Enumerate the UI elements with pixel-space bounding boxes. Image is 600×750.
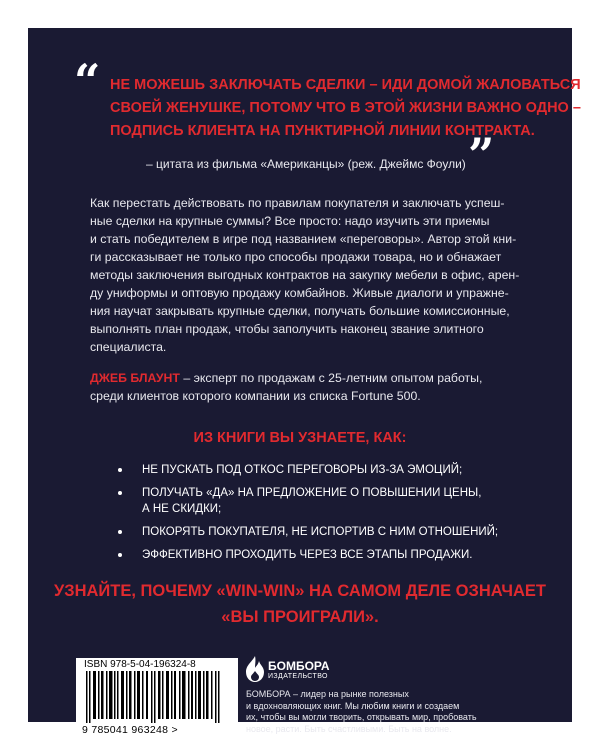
learn-heading: ИЗ КНИГИ ВЫ УЗНАЕТЕ, КАК:: [193, 430, 407, 446]
quote-line: СВОЕЙ ЖЕНУШКЕ, ПОТОМУ ЧТО В ЭТОЙ ЖИЗНИ ВАЖНО ОДНО –: [110, 100, 581, 116]
close-quote-mark: ”: [468, 128, 495, 182]
publisher-tagline: [246, 689, 576, 735]
publisher-name: БОМБОРА: [268, 659, 330, 673]
open-quote-mark: “: [74, 54, 101, 108]
description-line: ги рассказывает не только про способы продажи товара, но и обнажает: [90, 250, 502, 264]
barcode: [76, 658, 238, 742]
slogan-line: УЗНАЙТЕ, ПОЧЕМУ «WIN-WIN» НА САМОМ ДЕЛЕ ОЗНАЧАЕТ: [53, 582, 547, 600]
slogan: [28, 578, 572, 630]
list-item-line: НЕ ПУСКАТЬ ПОД ОТКОС ПЕРЕГОВОРЫ ИЗ-ЗА ЭМОЦИЙ;: [142, 464, 463, 476]
list-item-line: ПОЛУЧАТЬ «ДА» НА ПРЕДЛОЖЕНИЕ О ПОВЫШЕНИИ ЦЕНЫ,: [142, 487, 482, 499]
tagline-line: их, чтобы вы могли творить, открывать мир, пробовать: [246, 712, 477, 722]
list-item: [114, 547, 514, 563]
quote-line: ПОДПИСЬ КЛИЕНТА НА ПУНКТИРНОЙ ЛИНИИ КОНТРАКТА.: [110, 123, 535, 139]
barcode-icon: [84, 671, 230, 723]
author-bio-text: – эксперт по продажам с 25-летним опытом работы,: [179, 371, 483, 385]
description-line: ния научат закрывать крупные сделки, получать большие комиссионные,: [90, 304, 510, 318]
description-line: Как перестать действовать по правилам покупателя и заключать успеш-: [90, 196, 505, 210]
list-item-line: ЭФФЕКТИВНО ПРОХОДИТЬ ЧЕРЕЗ ВСЕ ЭТАПЫ ПРОДАЖИ.: [142, 549, 473, 561]
publisher-subtitle: ИЗДАТЕЛЬСТВО: [268, 673, 328, 680]
list-item-line: ПОКОРЯТЬ ПОКУПАТЕЛЯ, НЕ ИСПОРТИВ С НИМ ОТНОШЕНИЙ;: [142, 526, 499, 538]
description-line: ные сделки на крупные суммы? Все просто: надо изучить эти приемы: [90, 214, 490, 228]
list-item: [114, 485, 514, 517]
tagline-line: и вдохновляющих книг. Мы любим книги и создаем: [246, 700, 460, 711]
bombora-logo-icon: [246, 656, 264, 682]
author-bio-line: [90, 369, 530, 387]
quote-line: НЕ МОЖЕШЬ ЗАКЛЮЧАТЬ СДЕЛКИ – ИДИ ДОМОЙ ЖАЛОВАТЬСЯ: [110, 77, 581, 93]
author-name: ДЖЕБ БЛАУНТ: [90, 371, 180, 385]
book-back-cover: [28, 28, 581, 736]
quote-attribution: – цитата из фильма «Американцы» (реж. Джеймс Фоули): [146, 157, 466, 171]
list-item-line: А НЕ СКИДКИ;: [142, 503, 222, 515]
slogan-line: «ВЫ ПРОИГРАЛИ».: [221, 608, 379, 626]
learn-list: [114, 462, 514, 570]
author-bio: [90, 369, 530, 405]
description-line: выполнять план продаж, чтобы заполучить наконец звание элитного: [90, 322, 484, 336]
isbn-label: ISBN 978-5-04-196324-8: [84, 659, 196, 670]
tagline-line: новое, расти. Быть счастливыми. Быть на волне.: [246, 723, 452, 734]
list-item: [114, 524, 514, 540]
description-line: ду униформы и оптовую продажу комбайнов. Живые диалоги и упражне-: [90, 286, 509, 300]
list-item: [114, 462, 514, 478]
tagline-line: БОМБОРА – лидер на рынке полезных: [246, 689, 409, 699]
description-line: специалиста.: [90, 340, 167, 354]
description-line: и стать победителем в игре под названием «переговоры». Автор этой кни-: [90, 232, 517, 246]
movie-quote: [110, 74, 581, 143]
description-line: методы заключения выгодных контрактов на закупку мебели в офис, арен-: [90, 268, 520, 282]
author-bio-line: среди клиентов которого компании из списка Fortune 500.: [90, 389, 421, 403]
book-description: [90, 194, 530, 356]
barcode-digits: 9 785041 963248 >: [82, 724, 178, 736]
